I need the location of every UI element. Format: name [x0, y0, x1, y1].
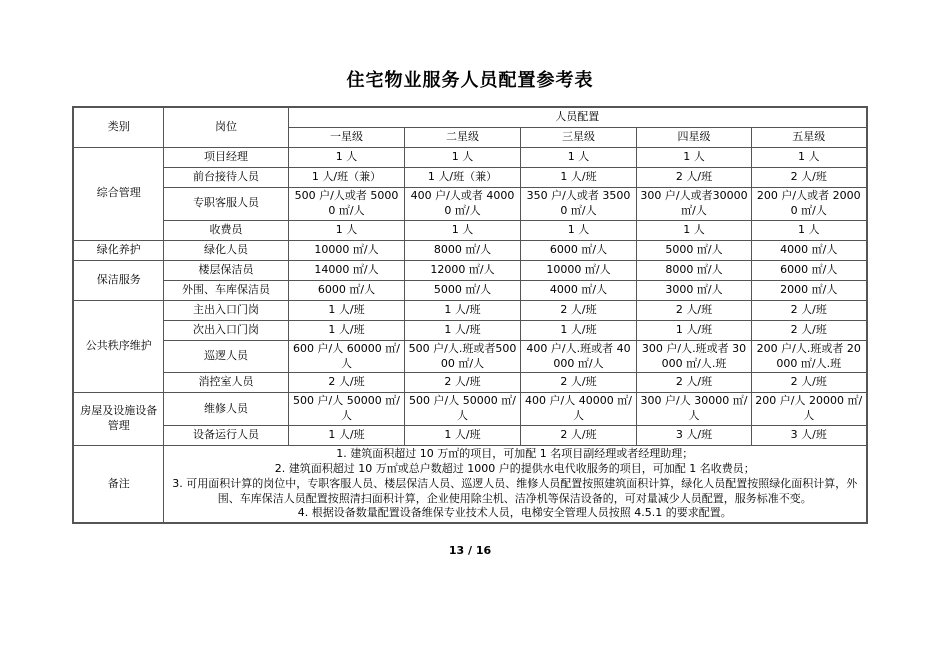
- table-row: [73, 240, 866, 260]
- value-cell: 2 人/班: [520, 426, 636, 446]
- value-cell: 400 户/人.班或者 40000 ㎡/人: [520, 340, 636, 373]
- position-cell: 巡逻人员: [163, 340, 288, 373]
- value-cell: 2 人/班: [520, 300, 636, 320]
- value-cell: 2 人/班: [404, 373, 520, 393]
- remarks-row: [73, 446, 866, 524]
- value-cell: 200 户/人 20000 ㎡/人: [751, 393, 866, 426]
- value-cell: 500 户/人.班或者50000 ㎡/人: [404, 340, 520, 373]
- value-cell: 1 人: [520, 148, 636, 168]
- value-cell: 1 人/班: [520, 320, 636, 340]
- value-cell: 1 人: [404, 220, 520, 240]
- personnel-config-table: [72, 106, 867, 524]
- value-cell: 200 户/人.班或者 20000 ㎡/人.班: [751, 340, 866, 373]
- header-personnel-config: 人员配置: [288, 107, 866, 128]
- value-cell: 1 人/班（兼）: [404, 168, 520, 188]
- header-level-4star: 四星级: [636, 128, 751, 148]
- value-cell: 10000 ㎡/人: [520, 260, 636, 280]
- page-title: 住宅物业服务人员配置参考表: [346, 70, 594, 91]
- value-cell: 1 人/班: [404, 300, 520, 320]
- position-cell: 前台接待人员: [163, 168, 288, 188]
- header-level-5star: 五星级: [751, 128, 866, 148]
- position-cell: 主出入口门岗: [163, 300, 288, 320]
- position-cell: 绿化人员: [163, 240, 288, 260]
- value-cell: 350 户/人或者 35000 ㎡/人: [520, 188, 636, 221]
- header-level-3star: 三星级: [520, 128, 636, 148]
- value-cell: 3000 ㎡/人: [636, 280, 751, 300]
- value-cell: 1 人: [404, 148, 520, 168]
- value-cell: 300 户/人 30000 ㎡/人: [636, 393, 751, 426]
- position-cell: 设备运行人员: [163, 426, 288, 446]
- value-cell: 2 人/班: [636, 373, 751, 393]
- value-cell: 300 户/人或者30000 ㎡/人: [636, 188, 751, 221]
- remark-note: 3. 可用面积计算的岗位中，专职客服人员、楼层保洁人员、巡逻人员、维修人员配置按照建筑面积计算，绿化人员配置按照绿化面积计算，外围、车库保洁人员配置按照清扫面积计算，企业使用除尘机、洁净机等保洁设备的，可对量减少人员配置，服务标准不变。: [172, 476, 858, 505]
- table-row: [73, 373, 866, 393]
- position-cell: 收费员: [163, 220, 288, 240]
- remark-note: 4. 根据设备数量配置设备维保专业技术人员，电梯安全管理人员按照 4.5.1 的要求配置。: [297, 506, 732, 520]
- header-row-top: [73, 107, 866, 128]
- table-row: [73, 280, 866, 300]
- value-cell: 5000 ㎡/人: [636, 240, 751, 260]
- value-cell: 600 户/人 60000 ㎡/人: [288, 340, 404, 373]
- table-row: [73, 260, 866, 280]
- value-cell: 3 人/班: [751, 426, 866, 446]
- position-cell: 维修人员: [163, 393, 288, 426]
- value-cell: 1 人/班: [288, 320, 404, 340]
- value-cell: 500 户/人 50000 ㎡/人: [404, 393, 520, 426]
- value-cell: 8000 ㎡/人: [404, 240, 520, 260]
- value-cell: 1 人/班: [636, 320, 751, 340]
- value-cell: 4000 ㎡/人: [520, 280, 636, 300]
- category-cell: 保洁服务: [73, 260, 163, 300]
- value-cell: 12000 ㎡/人: [404, 260, 520, 280]
- value-cell: 400 户/人 40000 ㎡/人: [520, 393, 636, 426]
- value-cell: 2000 ㎡/人: [751, 280, 866, 300]
- value-cell: 1 人: [288, 220, 404, 240]
- remarks-content-cell: [163, 446, 866, 524]
- table-row: [73, 340, 866, 373]
- value-cell: 1 人: [636, 148, 751, 168]
- position-cell: 外围、车库保洁员: [163, 280, 288, 300]
- value-cell: 14000 ㎡/人: [288, 260, 404, 280]
- value-cell: 500 户/人或者 50000 ㎡/人: [288, 188, 404, 221]
- remark-note: 2. 建筑面积超过 10 万㎡或总户数超过 1000 户的提供水电代收服务的项目，可加配 1 名收费员；: [274, 461, 755, 475]
- value-cell: 1 人: [751, 148, 866, 168]
- value-cell: 1 人: [636, 220, 751, 240]
- value-cell: 2 人/班: [751, 168, 866, 188]
- value-cell: 10000 ㎡/人: [288, 240, 404, 260]
- value-cell: 5000 ㎡/人: [404, 280, 520, 300]
- value-cell: 6000 ㎡/人: [751, 260, 866, 280]
- table-row: [73, 393, 866, 426]
- value-cell: 1 人: [751, 220, 866, 240]
- value-cell: 1 人: [520, 220, 636, 240]
- table-row: [73, 168, 866, 188]
- table-row: [73, 220, 866, 240]
- category-cell: 房屋及设施设备管理: [73, 393, 163, 446]
- header-position: 岗位: [163, 107, 288, 148]
- table-row: [73, 320, 866, 340]
- table-row: [73, 426, 866, 446]
- value-cell: 300 户/人.班或者 30000 ㎡/人.班: [636, 340, 751, 373]
- position-cell: 项目经理: [163, 148, 288, 168]
- header-level-1star: 一星级: [288, 128, 404, 148]
- category-cell: 公共秩序维护: [73, 300, 163, 393]
- value-cell: 1 人/班: [288, 300, 404, 320]
- remarks-label-cell: 备注: [73, 446, 163, 524]
- value-cell: 2 人/班: [751, 300, 866, 320]
- category-cell: 绿化养护: [73, 240, 163, 260]
- page-number: 13 / 16: [448, 544, 492, 558]
- value-cell: 4000 ㎡/人: [751, 240, 866, 260]
- value-cell: 2 人/班: [751, 373, 866, 393]
- position-cell: 次出入口门岗: [163, 320, 288, 340]
- value-cell: 1 人/班: [404, 320, 520, 340]
- value-cell: 1 人/班: [288, 426, 404, 446]
- value-cell: 1 人: [288, 148, 404, 168]
- value-cell: 400 户/人或者 40000 ㎡/人: [404, 188, 520, 221]
- value-cell: 200 户/人或者 20000 ㎡/人: [751, 188, 866, 221]
- value-cell: 2 人/班: [636, 168, 751, 188]
- remark-note: 1. 建筑面积超过 10 万㎡的项目，可加配 1 名项目副经理或者经理助理；: [336, 447, 694, 461]
- header-category: 类别: [73, 107, 163, 148]
- value-cell: 3 人/班: [636, 426, 751, 446]
- position-cell: 楼层保洁员: [163, 260, 288, 280]
- value-cell: 500 户/人 50000 ㎡/人: [288, 393, 404, 426]
- header-level-2star: 二星级: [404, 128, 520, 148]
- value-cell: 1 人/班: [404, 426, 520, 446]
- value-cell: 1 人/班: [520, 168, 636, 188]
- category-cell: 综合管理: [73, 148, 163, 241]
- value-cell: 2 人/班: [520, 373, 636, 393]
- table-row: [73, 188, 866, 221]
- value-cell: 2 人/班: [751, 320, 866, 340]
- value-cell: 6000 ㎡/人: [288, 280, 404, 300]
- table-row: [73, 300, 866, 320]
- value-cell: 8000 ㎡/人: [636, 260, 751, 280]
- value-cell: 2 人/班: [636, 300, 751, 320]
- position-cell: 专职客服人员: [163, 188, 288, 221]
- table-row: [73, 148, 866, 168]
- value-cell: 2 人/班: [288, 373, 404, 393]
- value-cell: 1 人/班（兼）: [288, 168, 404, 188]
- value-cell: 6000 ㎡/人: [520, 240, 636, 260]
- position-cell: 消控室人员: [163, 373, 288, 393]
